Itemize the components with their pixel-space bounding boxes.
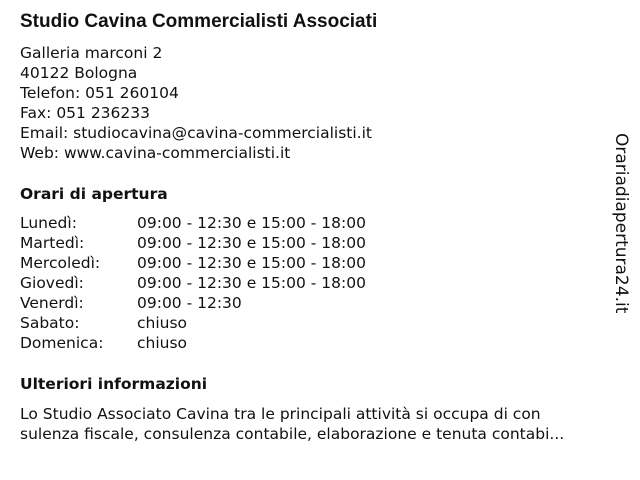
description-line: Lo Studio Associato Cavina tra le principali attività si occupa di con bbox=[20, 405, 541, 423]
site-watermark bbox=[611, 133, 635, 313]
watermark-text: Orariadiapertura24.it bbox=[611, 133, 631, 313]
day-label: Venerdì: bbox=[20, 294, 84, 312]
phone-line[interactable]: Telefon: 051 260104 bbox=[20, 84, 179, 102]
time-value: chiuso bbox=[137, 334, 188, 352]
time-value: 09:00 - 12:30 e 15:00 - 18:00 bbox=[137, 214, 366, 232]
time-value: chiuso bbox=[137, 314, 188, 332]
address-line: Galleria marconi 2 bbox=[20, 44, 163, 62]
further-info-heading: Ulteriori informazioni bbox=[20, 375, 208, 393]
description-text bbox=[20, 404, 632, 444]
time-value: 09:00 - 12:30 e 15:00 - 18:00 bbox=[137, 254, 366, 272]
page-title: Studio Cavina Commercialisti Associati bbox=[20, 11, 378, 32]
time-value: 09:00 - 12:30 bbox=[137, 294, 242, 312]
email-line[interactable]: Email: studiocavina@cavina-commercialisti.it bbox=[20, 124, 372, 142]
city-line: 40122 Bologna bbox=[20, 64, 138, 82]
description-line: sulenza fiscale, consulenza contabile, elaborazione e tenuta contabi... bbox=[20, 425, 565, 443]
day-label: Lunedì: bbox=[20, 214, 77, 232]
day-label: Giovedì: bbox=[20, 274, 84, 292]
day-label: Domenica: bbox=[20, 334, 104, 352]
opening-hours-heading: Orari di apertura bbox=[20, 185, 168, 203]
time-value: 09:00 - 12:30 e 15:00 - 18:00 bbox=[137, 234, 366, 252]
contact-block bbox=[20, 43, 372, 163]
fax-line: Fax: 051 236233 bbox=[20, 104, 150, 122]
web-line[interactable]: Web: www.cavina-commercialisti.it bbox=[20, 144, 291, 162]
day-label: Martedì: bbox=[20, 234, 85, 252]
day-label: Mercoledì: bbox=[20, 254, 101, 272]
day-label: Sabato: bbox=[20, 314, 80, 332]
time-value: 09:00 - 12:30 e 15:00 - 18:00 bbox=[137, 274, 366, 292]
